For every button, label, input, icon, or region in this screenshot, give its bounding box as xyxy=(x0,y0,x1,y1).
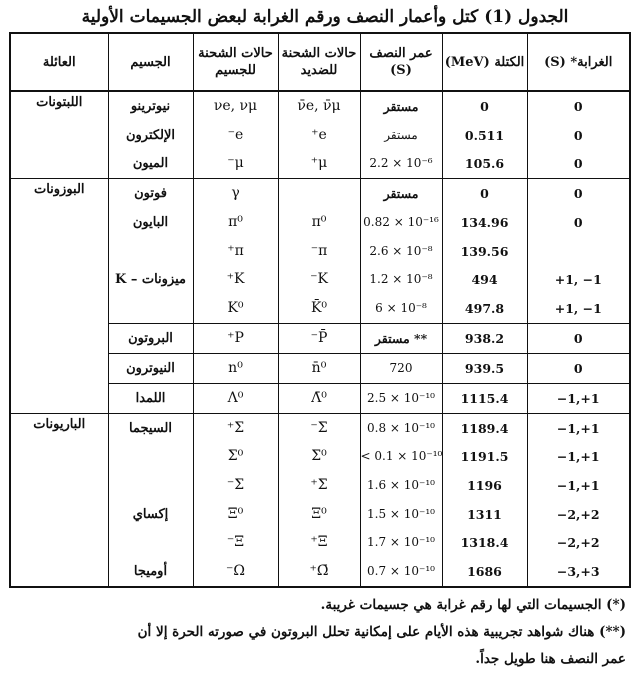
antiparticle-charge-cell: Σ̄⁺ xyxy=(278,471,360,500)
strangeness-cell: 0 xyxy=(527,208,630,237)
table-row xyxy=(10,471,630,500)
table-row xyxy=(10,413,630,442)
header-strangeness: الغرابة* (S) xyxy=(527,33,630,91)
particle-name-cell xyxy=(108,471,193,500)
half-life-cell: 0.7 × 10⁻¹⁰ xyxy=(360,557,442,587)
mass-cell: 497.8 xyxy=(442,294,527,323)
table-row xyxy=(10,294,630,323)
strangeness-cell: −1,+1 xyxy=(527,383,630,413)
header-charge-antiparticle: حالات الشحنة للضديد xyxy=(278,33,360,91)
header-half-life: عمر النصف (S) xyxy=(360,33,442,91)
particle-name-cell: الإلكترون xyxy=(108,121,193,150)
antiparticle-charge-cell: Σ̄⁰ xyxy=(278,442,360,471)
half-life-cell: 2.6 × 10⁻⁸ xyxy=(360,237,442,266)
antiparticle-charge-cell: π⁰ xyxy=(278,208,360,237)
half-life-cell: مستقر xyxy=(360,91,442,121)
particle-name-cell: ميزونات – K xyxy=(108,265,193,294)
half-life-cell: < 0.1 × 10⁻¹⁰ xyxy=(360,442,442,471)
strangeness-cell: −1,+1 xyxy=(527,442,630,471)
header-mass: الكتلة (MeV) xyxy=(442,33,527,91)
antiparticle-charge-cell: P̄⁻ xyxy=(278,323,360,353)
mass-cell: 938.2 xyxy=(442,323,527,353)
particle-charge-cell: νe, νμ xyxy=(193,91,278,121)
family-cell xyxy=(10,353,108,383)
particles-table xyxy=(9,32,631,588)
family-cell xyxy=(10,265,108,294)
mass-cell: 939.5 xyxy=(442,353,527,383)
header-charge-particle: حالات الشحنة للجسيم xyxy=(193,33,278,91)
antiparticle-charge-cell: K̄⁰ xyxy=(278,294,360,323)
half-life-cell: مستقر xyxy=(360,121,442,150)
header-particle: الجسيم xyxy=(108,33,193,91)
table-row xyxy=(10,500,630,529)
table-row xyxy=(10,265,630,294)
table-row xyxy=(10,179,630,208)
table-row xyxy=(10,353,630,383)
strangeness-cell: 0 xyxy=(527,121,630,150)
particle-charge-cell: Σ⁺ xyxy=(193,413,278,442)
particle-charge-cell: Σ⁻ xyxy=(193,471,278,500)
half-life-cell: ** مستقر xyxy=(360,323,442,353)
antiparticle-charge-cell: ν̄e, ν̄μ xyxy=(278,91,360,121)
particle-charge-cell: Ω⁻ xyxy=(193,557,278,587)
particle-charge-cell: π⁺ xyxy=(193,237,278,266)
family-cell xyxy=(10,383,108,413)
particle-charge-cell: Σ⁰ xyxy=(193,442,278,471)
mass-cell: 134.96 xyxy=(442,208,527,237)
strangeness-cell: −1,+1 xyxy=(527,471,630,500)
table-row xyxy=(10,528,630,557)
half-life-cell: 2.5 × 10⁻¹⁰ xyxy=(360,383,442,413)
half-life-cell: 1.7 × 10⁻¹⁰ xyxy=(360,528,442,557)
family-cell xyxy=(10,237,108,266)
particle-name-cell: نيوترينو xyxy=(108,91,193,121)
mass-cell: 1196 xyxy=(442,471,527,500)
family-cell xyxy=(10,557,108,587)
table-row xyxy=(10,237,630,266)
family-cell xyxy=(10,150,108,179)
strangeness-cell xyxy=(527,237,630,266)
antiparticle-charge-cell: e⁺ xyxy=(278,121,360,150)
half-life-cell: 2.2 × 10⁻⁶ xyxy=(360,150,442,179)
half-life-cell: 1.2 × 10⁻⁸ xyxy=(360,265,442,294)
strangeness-cell: 0 xyxy=(527,179,630,208)
family-cell xyxy=(10,500,108,529)
mass-cell: 1189.4 xyxy=(442,413,527,442)
family-cell xyxy=(10,528,108,557)
family-cell xyxy=(10,323,108,353)
family-cell: البوزونات xyxy=(10,179,108,208)
particle-charge-cell: Λ⁰ xyxy=(193,383,278,413)
table-row xyxy=(10,208,630,237)
antiparticle-charge-cell xyxy=(278,179,360,208)
antiparticle-charge-cell: μ⁺ xyxy=(278,150,360,179)
particle-name-cell xyxy=(108,294,193,323)
strangeness-cell: −3,+3 xyxy=(527,557,630,587)
footnotes xyxy=(14,592,626,673)
strangeness-cell: −2,+2 xyxy=(527,500,630,529)
strangeness-cell: 0 xyxy=(527,353,630,383)
half-life-cell: 6 × 10⁻⁸ xyxy=(360,294,442,323)
antiparticle-charge-cell: Ξ̄⁰ xyxy=(278,500,360,529)
family-cell xyxy=(10,442,108,471)
half-life-cell: 720 xyxy=(360,353,442,383)
table-row xyxy=(10,91,630,121)
particle-charge-cell: n⁰ xyxy=(193,353,278,383)
particle-charge-cell: P⁺ xyxy=(193,323,278,353)
half-life-cell: 0.8 × 10⁻¹⁰ xyxy=(360,413,442,442)
particle-name-cell: النيوترون xyxy=(108,353,193,383)
family-cell xyxy=(10,294,108,323)
particle-charge-cell: K⁰ xyxy=(193,294,278,323)
family-cell: اللبتونات xyxy=(10,91,108,121)
table-row xyxy=(10,150,630,179)
antiparticle-charge-cell: Σ̄⁻ xyxy=(278,413,360,442)
strangeness-cell: −2,+2 xyxy=(527,528,630,557)
particle-charge-cell: π⁰ xyxy=(193,208,278,237)
mass-cell: 0 xyxy=(442,179,527,208)
half-life-cell: 0.82 × 10⁻¹⁶ xyxy=(360,208,442,237)
particle-name-cell: إكساي xyxy=(108,500,193,529)
mass-cell: 494 xyxy=(442,265,527,294)
strangeness-cell: 0 xyxy=(527,323,630,353)
family-cell: الباريونات xyxy=(10,413,108,442)
family-cell xyxy=(10,208,108,237)
mass-cell: 139.56 xyxy=(442,237,527,266)
particle-name-cell: فوتون xyxy=(108,179,193,208)
half-life-cell: مستقر xyxy=(360,179,442,208)
footnote-proton-cont: عمر النصف هنا طويل جداً. xyxy=(475,651,626,667)
mass-cell: 1191.5 xyxy=(442,442,527,471)
header-family: العائلة xyxy=(10,33,108,91)
particle-charge-cell: K⁺ xyxy=(193,265,278,294)
header-row xyxy=(10,33,630,91)
mass-cell: 1318.4 xyxy=(442,528,527,557)
table-row xyxy=(10,557,630,587)
family-cell xyxy=(10,471,108,500)
mass-cell: 105.6 xyxy=(442,150,527,179)
particle-name-cell: أوميجا xyxy=(108,557,193,587)
half-life-cell: 1.5 × 10⁻¹⁰ xyxy=(360,500,442,529)
particle-charge-cell: μ⁻ xyxy=(193,150,278,179)
particle-charge-cell: e⁻ xyxy=(193,121,278,150)
table-row xyxy=(10,383,630,413)
mass-cell: 0.511 xyxy=(442,121,527,150)
strangeness-cell: 0 xyxy=(527,150,630,179)
antiparticle-charge-cell: Ω̄⁺ xyxy=(278,557,360,587)
antiparticle-charge-cell: n̄⁰ xyxy=(278,353,360,383)
antiparticle-charge-cell: K⁻ xyxy=(278,265,360,294)
table-row xyxy=(10,121,630,150)
table-row xyxy=(10,323,630,353)
particle-name-cell: البايون xyxy=(108,208,193,237)
particle-name-cell xyxy=(108,442,193,471)
mass-cell: 1311 xyxy=(442,500,527,529)
particle-name-cell xyxy=(108,528,193,557)
table-row xyxy=(10,442,630,471)
strangeness-cell: +1, −1 xyxy=(527,294,630,323)
half-life-cell: 1.6 × 10⁻¹⁰ xyxy=(360,471,442,500)
particle-charge-cell: γ xyxy=(193,179,278,208)
table-caption: الجدول (1) كتل وأعمار النصف ورقم الغرابة لبعض الجسيمات الأولية xyxy=(81,7,569,27)
particle-name-cell xyxy=(108,237,193,266)
particle-name-cell: السيجما xyxy=(108,413,193,442)
mass-cell: 1686 xyxy=(442,557,527,587)
strangeness-cell: 0 xyxy=(527,91,630,121)
mass-cell: 1115.4 xyxy=(442,383,527,413)
particle-name-cell: اللمدا xyxy=(108,383,193,413)
particle-charge-cell: Ξ⁻ xyxy=(193,528,278,557)
antiparticle-charge-cell: Ξ̄⁺ xyxy=(278,528,360,557)
mass-cell: 0 xyxy=(442,91,527,121)
footnote-strange: (*) الجسيمات التي لها رقم غرابة هي جسيمات غريبة. xyxy=(320,597,626,613)
footnote-proton: (**) هناك شواهد تجريبية هذه الأيام على إمكانية تحلل البروتون في صورته الحرة إلا أن xyxy=(137,624,626,640)
strangeness-cell: +1, −1 xyxy=(527,265,630,294)
family-cell xyxy=(10,121,108,150)
strangeness-cell: −1,+1 xyxy=(527,413,630,442)
particle-name-cell: البروتون xyxy=(108,323,193,353)
particle-name-cell: الميون xyxy=(108,150,193,179)
particle-charge-cell: Ξ⁰ xyxy=(193,500,278,529)
antiparticle-charge-cell: π⁻ xyxy=(278,237,360,266)
antiparticle-charge-cell: Λ̄⁰ xyxy=(278,383,360,413)
